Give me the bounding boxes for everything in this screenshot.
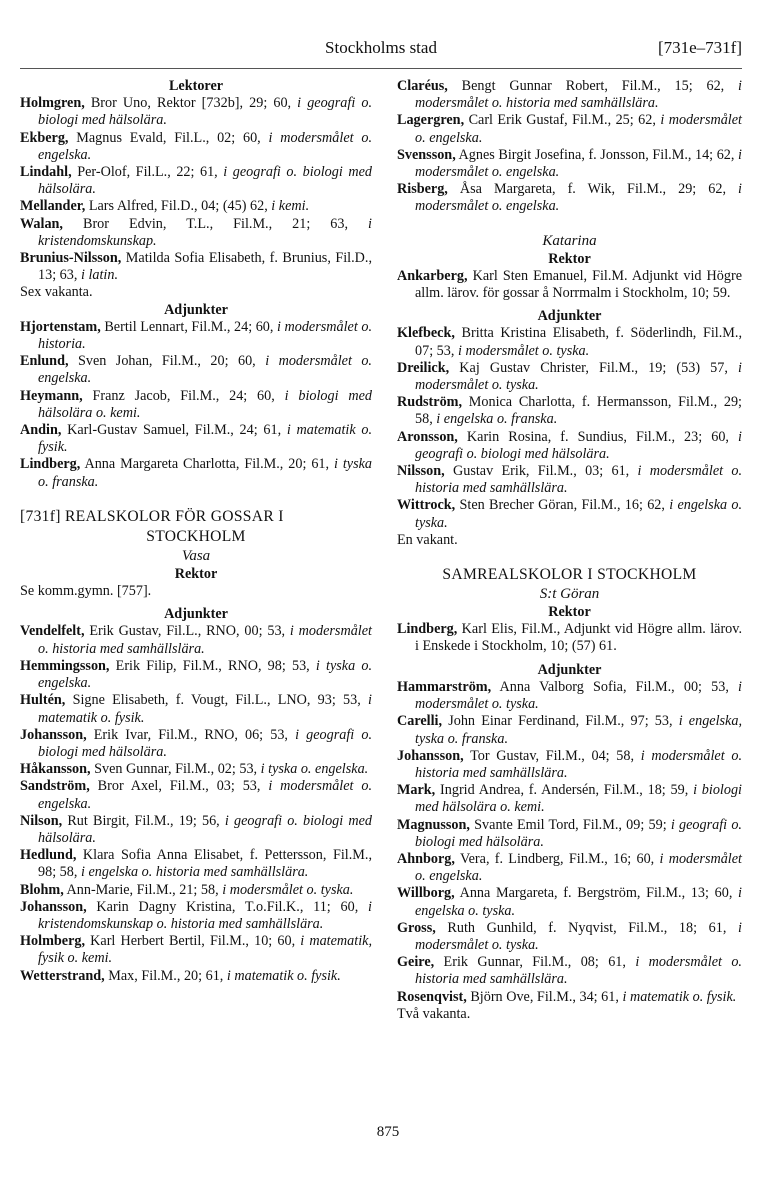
person-subjects: i geografi o. biologi med hälsolära. <box>415 428 742 462</box>
person-name: Mark, <box>397 782 436 799</box>
person-subjects: i matematik o. fysik. <box>226 967 341 984</box>
person-subjects: i latin. <box>80 267 119 284</box>
person-name: Klefbeck, <box>397 325 455 342</box>
person-entry <box>397 325 742 359</box>
st-goran-vacant: Två vakanta. <box>397 1005 471 1022</box>
person-subjects: i modersmålet o. tyska. <box>457 342 590 359</box>
person-name: Gross, <box>397 919 436 936</box>
person-details: Ruth Gunhild, f. Nyqvist, Fil.M., 18; 61, <box>435 919 739 936</box>
person-subjects: i engelska o. tyska. <box>415 885 742 919</box>
person-subjects: i kristendomskunskap. <box>38 215 372 249</box>
katarina-vacant: En vakant. <box>397 531 458 548</box>
person-subjects: i modersmålet o. historia med samhällslära. <box>38 623 372 657</box>
person-entry <box>20 388 372 422</box>
person-name: Johansson, <box>20 898 87 915</box>
person-entry <box>20 847 372 881</box>
rektor-heading-katarina: Rektor <box>548 250 591 267</box>
person-details: Karl Herbert Bertil, Fil.M., 10; 60, <box>85 933 301 950</box>
person-name: Sandström, <box>20 778 90 795</box>
person-entry <box>20 216 372 250</box>
person-details: Ann-Marie, Fil.M., 21; 58, <box>63 881 223 898</box>
person-subjects: i engelska o. franska. <box>436 411 558 428</box>
person-entry <box>397 497 742 531</box>
person-entry <box>20 353 372 387</box>
person-entry <box>397 920 742 954</box>
person-subjects: i matematik o. fysik. <box>622 988 737 1005</box>
person-details: Britta Kristina Elisabeth, f. Söderlindh, Fil.M., 07; 53, <box>415 325 742 359</box>
school-name-st-goran: S:t Göran <box>539 586 600 603</box>
person-entry <box>20 198 372 215</box>
left-column <box>20 78 372 985</box>
person-entry <box>397 817 742 851</box>
person-subjects: i modersmålet o. tyska. <box>222 881 354 898</box>
person-name: Lindahl, <box>20 164 72 181</box>
person-name: Håkansson, <box>20 761 91 778</box>
page-header <box>20 38 742 64</box>
person-details: Anna Margareta, f. Bergström, Fil.M., 13; 60, <box>454 885 739 902</box>
person-details: Karin Rosina, f. Sundius, Fil.M., 23; 60, <box>457 428 739 445</box>
person-entry <box>397 112 742 146</box>
person-details: Anna Valborg Sofia, Fil.M., 00; 53, <box>491 678 739 695</box>
person-details: Karl-Gustav Samuel, Fil.M., 24; 61, <box>61 422 287 439</box>
lektorer-list <box>20 95 372 284</box>
person-details: Erik Filip, Fil.M., RNO, 98; 53, <box>109 657 316 674</box>
person-subjects: i modersmålet o. tyska. <box>415 359 742 394</box>
person-entry <box>397 268 742 302</box>
section-title-realskolor: [731f] REALSKOLOR FÖR GOSSAR I <box>20 507 284 525</box>
person-entry <box>20 164 372 198</box>
person-entry <box>397 954 742 988</box>
person-details: Klara Sofia Anna Elisabet, f. Pettersson, Fil.M., 98; 58, <box>38 847 372 881</box>
person-details: Karin Dagny Kristina, T.o.Fil.K., 11; 60, <box>86 898 369 915</box>
person-entry <box>397 679 742 713</box>
person-subjects: i modersmålet o. engelska. <box>415 146 742 181</box>
person-subjects: i engelska o. historia med samhällslära. <box>80 864 309 881</box>
person-entry <box>397 360 742 394</box>
person-name: Brunius-Nilsson, <box>20 250 122 267</box>
person-entry <box>20 899 372 933</box>
person-name: Walan, <box>20 215 63 232</box>
person-entry <box>20 658 372 692</box>
rektor-heading-vasa: Rektor <box>174 565 218 582</box>
person-entry <box>397 181 742 215</box>
person-name: Claréus, <box>397 78 448 94</box>
person-entry <box>20 250 372 284</box>
person-entry <box>20 456 372 490</box>
person-details: Bror Uno, Rektor [732b], 29; 60, <box>84 95 298 112</box>
person-entry <box>397 782 742 816</box>
adjunkter-list-katarina <box>397 325 742 531</box>
person-subjects: i geografi o. biologi med hälsolära. <box>38 812 372 846</box>
person-subjects: i modersmålet o. historia med samhällslära. <box>415 78 742 112</box>
person-name: Aronsson, <box>397 428 458 445</box>
person-entry <box>20 761 372 778</box>
person-details: Tor Gustav, Fil.M., 04; 58, <box>463 747 641 764</box>
person-subjects: i engelska o. tyska. <box>415 497 743 531</box>
person-subjects: i tyska o. engelska. <box>260 761 369 778</box>
right-column <box>397 78 742 1023</box>
person-details: Anna Margareta Charlotta, Fil.M., 20; 61, <box>80 456 334 473</box>
person-name: Hjortenstam, <box>20 318 101 335</box>
person-subjects: i modersmålet o. engelska. <box>415 181 742 215</box>
person-name: Holmberg, <box>20 933 86 950</box>
person-details: Erik Gunnar, Fil.M., 08; 61, <box>434 954 636 971</box>
person-details: Ingrid Andrea, f. Andersén, Fil.M., 18; 59, <box>435 782 694 799</box>
person-entry <box>397 78 742 112</box>
school-name-vasa: Vasa <box>181 547 211 564</box>
person-details: Carl Erik Gustaf, Fil.M., 25; 62, <box>464 112 661 129</box>
person-name: Hedlund, <box>20 847 77 864</box>
person-details: Bror Axel, Fil.M., 03; 53, <box>89 778 269 795</box>
person-details: John Einar Ferdinand, Fil.M., 97; 53, <box>442 713 679 730</box>
person-name: Ankarberg, <box>397 267 468 284</box>
person-name: Carelli, <box>397 713 443 730</box>
person-name: Dreilick, <box>397 359 450 376</box>
person-subjects: i matematik o. fysik. <box>38 422 373 456</box>
person-entry <box>20 727 372 761</box>
person-name: Geire, <box>397 954 435 971</box>
person-entry <box>20 882 372 899</box>
person-name: Wittrock, <box>397 497 456 514</box>
person-name: Hemmingsson, <box>20 657 110 674</box>
person-name: Hammarström, <box>397 678 492 695</box>
page-section-code: [731e–731f] <box>657 38 742 57</box>
adjunkter-list <box>20 319 372 491</box>
person-name: Svensson, <box>397 146 456 163</box>
header-rule <box>20 68 742 69</box>
person-entry <box>397 713 742 747</box>
person-details: Agnes Birgit Josefina, f. Jonsson, Fil.M., 14; 62, <box>455 146 739 163</box>
section-title-realskolor-line2: STOCKHOLM <box>146 527 246 545</box>
continued-list <box>397 78 742 216</box>
person-entry <box>20 692 372 726</box>
lektorer-heading: Lektorer <box>168 78 224 94</box>
rektor-entry-katarina <box>397 268 742 302</box>
person-subjects: i modersmålet o. engelska. <box>38 778 372 812</box>
person-subjects: i modersmålet o. historia med samhällslära. <box>415 463 742 497</box>
person-entry <box>397 429 742 463</box>
person-subjects: i kemi. <box>271 198 310 215</box>
person-details: Sven Johan, Fil.M., 20; 60, <box>68 353 266 370</box>
person-entry <box>20 778 372 812</box>
person-subjects: i modersmålet o. engelska. <box>415 850 742 885</box>
person-subjects: i engelska, tyska o. franska. <box>415 713 742 747</box>
adjunkter-heading-st-goran: Adjunkter <box>537 661 602 678</box>
person-subjects: i matematik o. fysik. <box>38 692 372 726</box>
person-name: Heymann, <box>20 387 83 404</box>
person-entry <box>20 95 372 129</box>
person-details: Sven Gunnar, Fil.M., 02; 53, <box>90 761 261 778</box>
page-header-title: Stockholms stad <box>325 38 437 57</box>
person-entry <box>20 422 372 456</box>
person-entry <box>20 623 372 657</box>
person-name: Johansson, <box>20 726 87 743</box>
rektor-entry-st-goran <box>397 621 742 655</box>
person-entry <box>397 463 742 497</box>
adjunkter-list-st-goran <box>397 679 742 1006</box>
person-subjects: i matematik, fysik o. kemi. <box>38 933 372 967</box>
person-details: Kaj Gustav Christer, Fil.M., 19; (53) 57, <box>449 359 739 376</box>
person-subjects: i modersmålet o. historia. <box>38 318 372 353</box>
adjunkter-list-vasa <box>20 623 372 984</box>
person-name: Lindberg, <box>397 621 458 638</box>
person-subjects: i geografi o. biologi med hälsolära. <box>38 164 373 198</box>
person-subjects: i kristendomskunskap o. historia med samhällslära. <box>38 898 372 932</box>
person-name: Willborg, <box>397 885 455 902</box>
person-details: Åsa Margareta, f. Wik, Fil.M., 29; 62, <box>447 181 739 198</box>
person-details: Bengt Gunnar Robert, Fil.M., 15; 62, <box>447 78 739 94</box>
person-name: Hultén, <box>20 692 66 709</box>
person-name: Mellander, <box>20 198 86 215</box>
person-subjects: i geografi o. biologi med hälsolära. <box>38 726 373 760</box>
person-subjects: i modersmålet o. engelska. <box>415 112 742 146</box>
person-subjects: i geografi o. biologi med hälsolära. <box>415 816 742 850</box>
person-details: Erik Gustav, Fil.L., RNO, 00; 53, <box>84 623 290 640</box>
person-name: Ekberg, <box>20 129 69 146</box>
person-subjects: i modersmålet o. historia med samhällslära. <box>415 954 742 988</box>
person-details: Signe Elisabeth, f. Vougt, Fil.L., LNO, 93; 53, <box>65 692 369 709</box>
person-details: Erik Ivar, Fil.M., RNO, 06; 53, <box>86 726 296 743</box>
lektorer-vacant: Sex vakanta. <box>20 284 93 301</box>
person-entry <box>20 933 372 967</box>
person-subjects: i biologi med hälsolära o. kemi. <box>415 782 742 816</box>
person-name: Vendelfelt, <box>20 623 85 640</box>
person-name: Ahnborg, <box>397 850 455 867</box>
rektor-heading-st-goran: Rektor <box>548 604 591 621</box>
adjunkter-heading: Adjunkter <box>164 301 228 318</box>
person-name: Johansson, <box>397 747 464 764</box>
person-subjects: i modersmålet o. engelska. <box>38 353 372 387</box>
person-entry <box>20 813 372 847</box>
person-name: Rudström, <box>397 394 463 411</box>
person-entry <box>397 621 742 655</box>
person-name: Risberg, <box>397 181 448 198</box>
person-details: Karl Sten Emanuel, Fil.M. Adjunkt vid Högre allm. lärov. för gossar å Norrmalm i Stockholm, 10; 59. <box>415 267 742 302</box>
rektor-text-vasa: Se komm.gymn. [757]. <box>20 583 152 600</box>
person-details: Karl Elis, Fil.M., Adjunkt vid Högre allm. lärov. i Enskede i Stockholm, 10; (57) 61. <box>415 621 742 655</box>
person-name: Andin, <box>20 422 62 439</box>
person-details: Matilda Sofia Elisabeth, f. Brunius, Fil.D., 13; 63, <box>38 250 372 284</box>
person-entry <box>397 885 742 919</box>
person-entry <box>397 147 742 181</box>
person-details: Bertil Lennart, Fil.M., 24; 60, <box>100 318 277 335</box>
school-name-katarina: Katarina <box>542 232 597 249</box>
page-number: 875 <box>376 1124 400 1140</box>
person-entry <box>20 130 372 164</box>
person-entry <box>397 851 742 885</box>
person-name: Holmgren, <box>20 95 85 112</box>
person-details: Lars Alfred, Fil.D., 04; (45) 62, <box>85 198 272 215</box>
person-subjects: i modersmålet o. historia med samhällslära. <box>415 747 742 781</box>
person-name: Blohm, <box>20 881 64 898</box>
person-name: Magnusson, <box>397 816 470 833</box>
person-name: Lagergren, <box>397 112 465 129</box>
person-details: Sten Brecher Göran, Fil.M., 16; 62, <box>455 497 670 514</box>
person-details: Bror Edvin, T.L., Fil.M., 21; 63, <box>62 215 369 232</box>
person-subjects: i modersmålet o. tyska. <box>415 919 742 953</box>
person-entry <box>397 394 742 428</box>
person-name: Enlund, <box>20 353 69 370</box>
person-details: Vera, f. Lindberg, Fil.M., 16; 60, <box>454 850 660 867</box>
person-entry <box>397 989 742 1006</box>
person-subjects: i biologi med hälsolära o. kemi. <box>38 387 372 421</box>
person-name: Lindberg, <box>20 456 81 473</box>
person-details: Per-Olof, Fil.L., 22; 61, <box>71 164 224 181</box>
person-details: Björn Ove, Fil.M., 34; 61, <box>466 988 623 1005</box>
person-details: Monica Charlotta, f. Hermansson, Fil.M., 29; 58, <box>415 394 742 428</box>
person-details: Max, Fil.M., 20; 61, <box>104 967 227 984</box>
person-entry <box>397 748 742 782</box>
person-entry <box>20 319 372 353</box>
person-subjects: i geografi o. biologi med hälsolära. <box>38 95 372 129</box>
person-subjects: i tyska o. engelska. <box>38 657 372 692</box>
person-details: Magnus Evald, Fil.L., 02; 60, <box>68 129 269 146</box>
person-name: Rosenqvist, <box>397 988 467 1005</box>
section-title-samrealskolor: SAMREALSKOLOR I STOCKHOLM <box>442 566 697 584</box>
person-name: Wetterstrand, <box>20 967 105 984</box>
person-name: Nilson, <box>20 812 63 829</box>
person-name: Nilsson, <box>397 463 445 480</box>
person-entry <box>20 968 372 985</box>
person-details: Gustav Erik, Fil.M., 03; 61, <box>444 463 638 480</box>
adjunkter-heading-katarina: Adjunkter <box>537 308 602 325</box>
person-subjects: i tyska o. franska. <box>38 456 372 490</box>
person-subjects: i modersmålet o. engelska. <box>38 129 372 163</box>
person-details: Svante Emil Tord, Fil.M., 09; 59; <box>469 816 671 833</box>
person-details: Rut Birgit, Fil.M., 19; 56, <box>62 812 225 829</box>
person-subjects: i modersmålet o. tyska. <box>415 678 742 713</box>
adjunkter-heading-vasa: Adjunkter <box>164 606 228 623</box>
person-details: Franz Jacob, Fil.M., 24; 60, <box>82 387 285 404</box>
